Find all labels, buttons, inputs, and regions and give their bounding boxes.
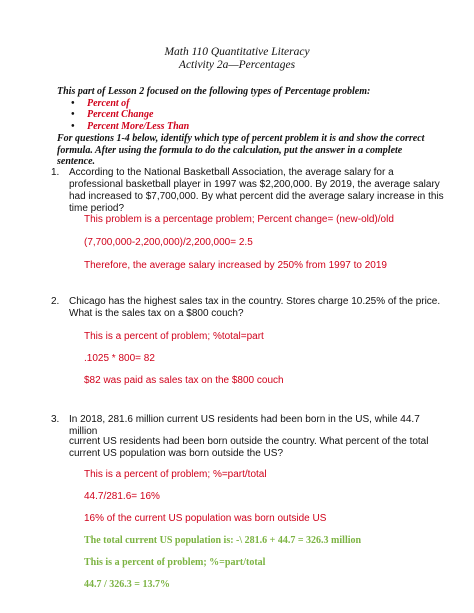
intro-lead: This part of Lesson 2 focused on the following types of Percentage problem: [57, 86, 371, 97]
question-number: 1. [51, 167, 60, 178]
answer-line: This is a percent of problem; %total=part [84, 331, 264, 342]
problem-type-item: • Percent of [87, 98, 437, 110]
answer-line: Therefore, the average salary increased by 250% from 1997 to 2019 [84, 260, 387, 271]
question-3 [51, 414, 444, 438]
question-number: 2. [51, 296, 60, 307]
corrected-answer-line: This is a percent of problem; %=part/total [84, 557, 266, 568]
question-number: 3. [51, 414, 60, 425]
corrected-answer-line: The total current US population is: -\ 281.6 + 44.7 = 326.3 million [84, 535, 362, 546]
answer-line: This problem is a percentage problem; Percent change= (new-old)/old [84, 214, 394, 225]
problem-type-item: • Percent Change [87, 109, 437, 121]
question-2 [51, 296, 444, 320]
course-title: Math 110 Quantitative Literacy [164, 46, 310, 58]
answer-line: This is a percent of problem; %=part/total [84, 469, 267, 480]
question-text: current US residents had been born outside the country. What percent of the total current US population was born outside the US? [69, 436, 429, 459]
answer-line: 16% of the current US population was born outside US [84, 513, 327, 524]
intro-instructions: For questions 1-4 below, identify which type of percent problem it is and show the correct formula. After using the formula to do the calculation, put the answer in a complete sentence. [57, 133, 425, 167]
corrected-answer-line: 44.7 / 326.3 = 13.7% [84, 579, 170, 590]
intro-section [57, 86, 437, 168]
answer-line: (7,700,000-2,200,000)/2,200,000= 2.5 [84, 237, 253, 248]
answer-line: $82 was paid as sales tax on the $800 couch [84, 375, 284, 386]
question-3-continued [69, 436, 444, 460]
question-text: Chicago has the highest sales tax in the country. Stores charge 10.25% of the price. What is the sales tax on a $800 couch? [69, 296, 441, 319]
problem-type-list [57, 98, 437, 133]
question-text: According to the National Basketball Association, the average salary for a professional basketball player in 1997 was $2,200,000. By 2019, the average salary had increased to $7,700,000. By what percent did the average salary increase in this time period? [69, 167, 444, 214]
answer-line: .1025 * 800= 82 [84, 353, 155, 364]
question-1 [51, 167, 444, 215]
problem-type-item: • Percent More/Less Than [87, 121, 437, 133]
answer-line: 44.7/281.6= 16% [84, 491, 160, 502]
question-text: In 2018, 281.6 million current US residents had been born in the US, while 44.7 million [69, 414, 420, 437]
activity-title: Activity 2a—Percentages [178, 59, 296, 71]
